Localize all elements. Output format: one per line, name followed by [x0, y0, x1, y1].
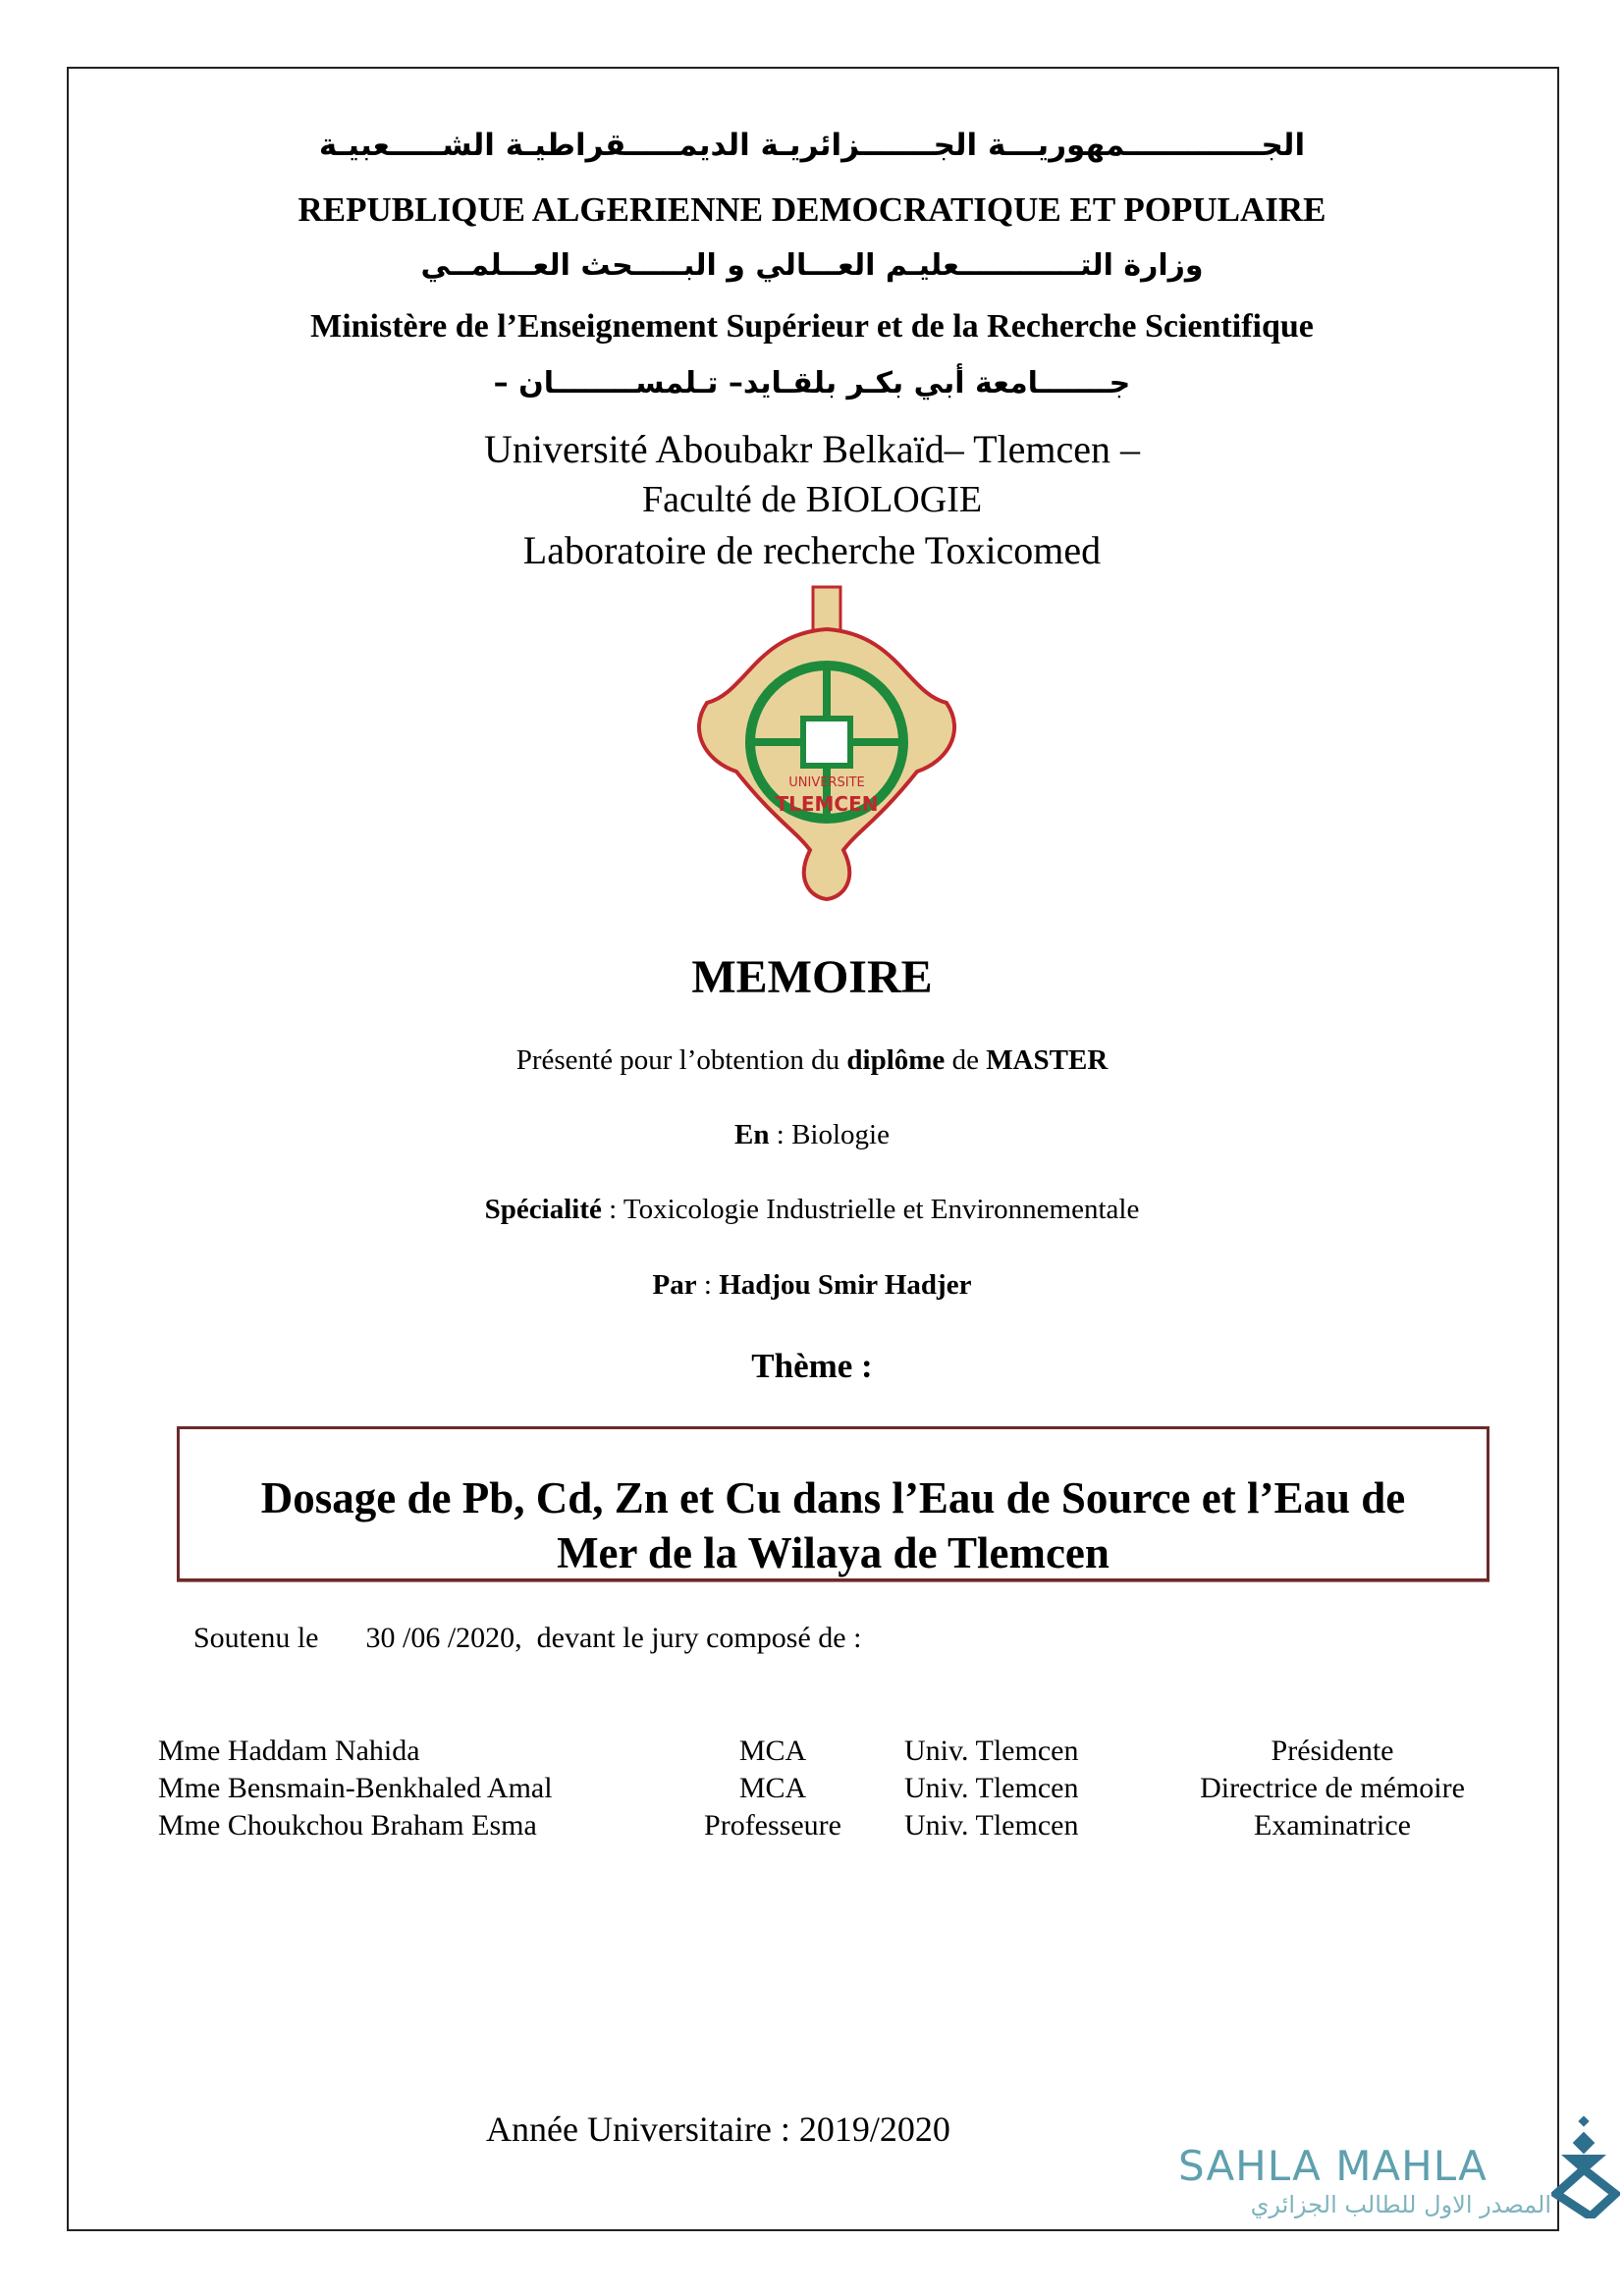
presented-for-line [0, 1044, 1624, 1077]
degree-label: MASTER [986, 1044, 1109, 1076]
academic-year: Année Universitaire : 2019/2020 [486, 2109, 950, 2149]
speciality-value: : Toxicologie Industrielle et Environnementale [601, 1194, 1140, 1225]
theme-label: Thème : [751, 1347, 873, 1385]
jury-role: Directrice de mémoire [1200, 1772, 1465, 1804]
jury-institution: Univ. Tlemcen [904, 1809, 1079, 1842]
watermark-logo-icon [1551, 2115, 1620, 2218]
republic-heading: REPUBLIQUE ALGERIENNE DEMOCRATIQUE ET POPULAIRE [298, 190, 1326, 229]
author-label: Par [652, 1269, 697, 1301]
logo-text-universite: UNIVERSITE [788, 775, 865, 790]
document-type-title: MEMOIRE [691, 951, 933, 1003]
arabic-university-heading: جـــــــامعة أبي بكـر بلقـايد– تـلمســــــــان – [493, 366, 1131, 400]
field-label: En [734, 1119, 770, 1150]
presented-mid: de [945, 1044, 987, 1076]
university-logo [687, 585, 966, 901]
jury-name: Mme Choukchou Braham Esma [158, 1809, 537, 1842]
jury-institution: Univ. Tlemcen [904, 1735, 1079, 1767]
presented-text: Présenté pour l’obtention du [515, 1044, 847, 1076]
defense-line [193, 1622, 861, 1655]
jury-name: Mme Haddam Nahida [158, 1735, 420, 1767]
jury-grade: MCA [738, 1735, 807, 1767]
author-name: Hadjou Smir Hadjer [719, 1269, 972, 1301]
logo-text-tlemcen: TLEMCEN [775, 792, 879, 816]
defense-label: Soutenu le [193, 1622, 319, 1654]
author-line [0, 1269, 1624, 1302]
diploma-label: diplôme [846, 1044, 946, 1076]
jury-role: Présidente [1271, 1735, 1394, 1767]
faculty-name: Faculté de BIOLOGIE [641, 479, 983, 520]
jury-name: Mme Bensmain-Benkhaled Amal [158, 1772, 553, 1804]
speciality-line [0, 1194, 1624, 1226]
speciality-label: Spécialité [484, 1194, 602, 1225]
jury-role: Examinatrice [1254, 1809, 1411, 1842]
laboratory-name: Laboratoire de recherche Toxicomed [522, 528, 1102, 572]
jury-institution: Univ. Tlemcen [904, 1772, 1079, 1804]
jury-grade: Professeure [704, 1809, 841, 1842]
theme-title-box [177, 1426, 1489, 1581]
theme-title-line-2: Mer de la Wilaya de Tlemcen [557, 1528, 1110, 1577]
theme-title-line-1: Dosage de Pb, Cd, Zn et Cu dans l’Eau de Source et l’Eau de [260, 1473, 1406, 1522]
defense-date: 30 /06 /2020, [365, 1622, 522, 1654]
watermark-tagline: المصدر الاول للطالب الجزائري [1250, 2191, 1551, 2218]
jury-grade: MCA [738, 1772, 807, 1804]
watermark-brand: SAHLA MAHLA [1178, 2142, 1488, 2190]
arabic-republic-heading: الجـــــــــــــمهوريـــة الجـــــــزائريـة الديمـــــقراطيـة الشـــــعبيـة [318, 128, 1306, 163]
defense-suffix: devant le jury composé de : [536, 1622, 862, 1654]
field-line [0, 1119, 1624, 1151]
university-name: Université Aboubakr Belkaïd– Tlemcen – [484, 427, 1140, 471]
field-value: : Biologie [769, 1119, 890, 1150]
ministry-heading: Ministère de l’Enseignement Supérieur et de la Recherche Scientifique [310, 308, 1314, 345]
author-separator: : [696, 1269, 720, 1301]
arabic-ministry-heading: وزارة التــــــــــــعليـم العـــالي و البـــــحث العـــلمــي [420, 248, 1204, 283]
